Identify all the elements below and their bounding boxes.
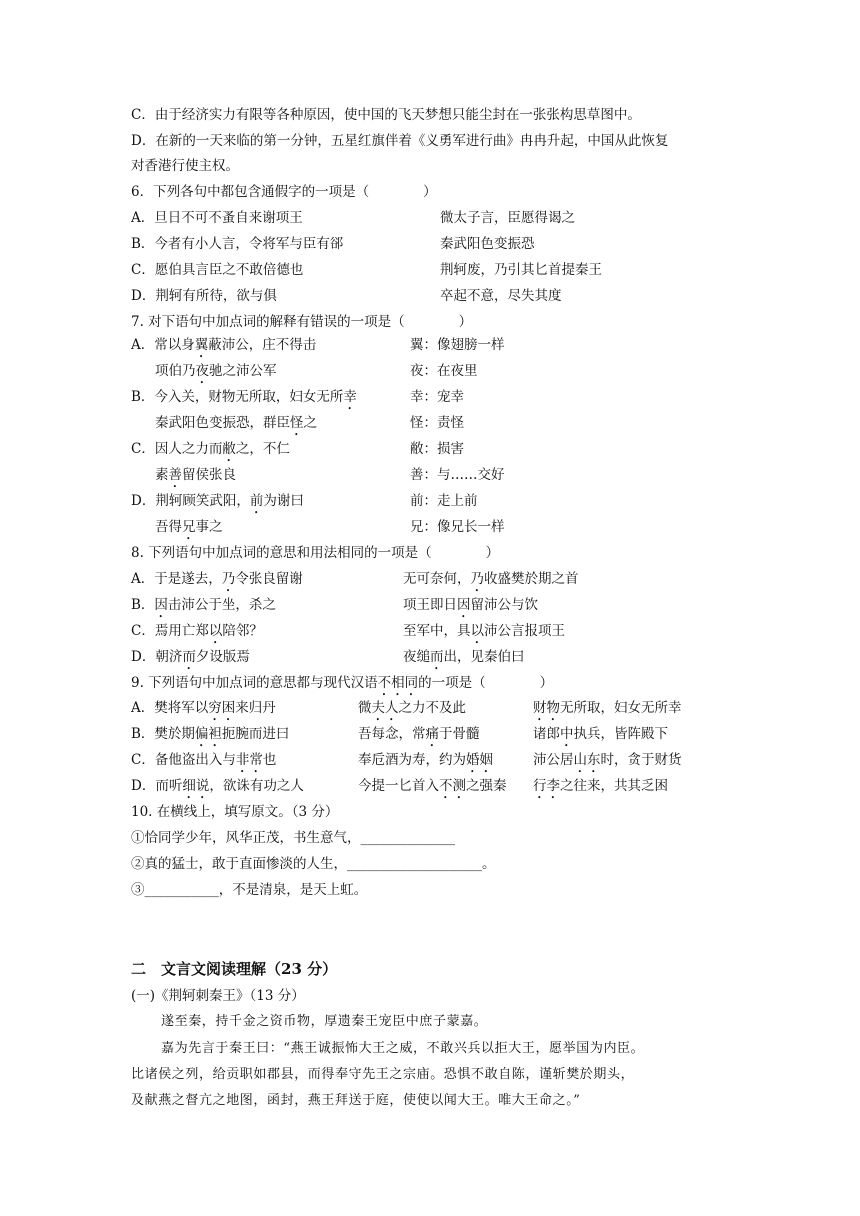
dotted-word: 敝 xyxy=(222,441,236,457)
passage-paragraph-2-line2: 比诸侯之列，给贡职如郡县，而得奉守先王之宗庙。恐惧不敢自陈，谨斩樊於期头， xyxy=(131,1067,635,1082)
passage-paragraph-2-line3: 及献燕之督亢之地图，函封，燕王拜送于庭，使使以闻大王。唯大王命之。” xyxy=(131,1093,581,1108)
q8-d-right xyxy=(403,648,525,673)
q7-c1-gloss: 敝：损害 xyxy=(410,441,464,457)
dotted-word: 行李 xyxy=(533,778,560,794)
text-run: 项王即日 xyxy=(403,597,457,613)
text-run: 无所取，妇女无所幸 xyxy=(560,700,682,716)
text-run: C．因人之力而 xyxy=(131,441,223,457)
q7-a2-sentence xyxy=(155,362,277,387)
q9-b-col1 xyxy=(131,725,289,750)
dotted-word: 偏袒 xyxy=(194,726,222,742)
text-run: 蔽沛公，庄不得击 xyxy=(208,337,317,353)
text-run: 微 xyxy=(358,700,372,716)
q9-b-col3 xyxy=(533,725,668,750)
dotted-word: 怪 xyxy=(290,415,304,431)
dotted-word: 善 xyxy=(168,467,182,483)
dotted-word: 不相同 xyxy=(377,675,419,691)
q6-a-right: 微太子言，臣愿得谒之 xyxy=(440,210,575,226)
option-d-line2: 对香港行使主权。 xyxy=(131,158,239,174)
q7-c2-gloss: 善：与……交好 xyxy=(410,467,505,483)
text-run: 为谢曰 xyxy=(263,493,304,509)
dotted-word: 乃 xyxy=(470,571,484,587)
text-run: 的一项是（ ） xyxy=(418,675,554,691)
text-run: 奉卮酒为寿，约为 xyxy=(358,752,466,768)
option-d-line1: D．在新的一天来临的第一分钟，五星红旗伴着《义勇军进行曲》冉冉升起，中国从此恢复 xyxy=(131,133,669,149)
q9-a-col2 xyxy=(358,699,466,724)
text-run: 驰之沛公军 xyxy=(209,363,277,379)
text-run: B． xyxy=(131,597,155,613)
dotted-word: 前 xyxy=(249,493,264,509)
text-run: ，欲诛有功之人 xyxy=(209,778,304,794)
q7-a1-gloss: 翼：像翅膀一样 xyxy=(410,337,505,353)
q9-b-col2 xyxy=(358,725,480,750)
dotted-word: 乃 xyxy=(221,571,236,587)
q8-b-right xyxy=(403,596,538,621)
q6-d-right: 卒起不意，尽失其度 xyxy=(440,288,562,304)
q9-a-col1 xyxy=(131,699,276,724)
text-run: 项伯乃 xyxy=(155,363,196,379)
text-run: 沛公言报项王 xyxy=(484,623,565,639)
q8-c-left xyxy=(131,622,263,647)
text-run: 事之 xyxy=(195,519,223,535)
q7-d2-gloss: 兄：像兄长一样 xyxy=(410,519,505,535)
q10-line2: ②真的猛士，敢于直面惨淡的人生，____________________。 xyxy=(131,856,496,872)
text-run: 陪邻？ xyxy=(222,623,263,639)
text-run: 吾得 xyxy=(155,519,182,535)
text-run: 9. 下列语句中加点词的意思都与现代汉语 xyxy=(131,675,378,691)
text-run: 击沛公于坐，杀之 xyxy=(167,597,276,613)
dotted-word: 因 xyxy=(457,597,471,613)
q7-b2-sentence xyxy=(155,414,317,439)
dotted-word: 细说 xyxy=(182,778,210,794)
q6-d-left: D．荆轲有所待，欲与俱 xyxy=(131,288,277,304)
option-c: C．由于经济实力有限等各种原因，使中国的飞天梦想只能尘封在一张张构思草图中。 xyxy=(131,107,641,123)
text-run: 夜缒 xyxy=(403,649,430,665)
dotted-word: 而 xyxy=(430,649,444,665)
q9-a-col3 xyxy=(533,699,682,724)
q8-stem: 8. 下列语句中加点词的意思和用法相同的一项是（ ） xyxy=(131,545,500,561)
text-run: 于骨髓 xyxy=(439,726,480,742)
passage-paragraph-1: 遂至秦，持千金之资币物，厚遗秦王宠臣中庶子蒙嘉。 xyxy=(161,1014,488,1029)
dotted-word: 翼 xyxy=(194,337,209,353)
text-run: A．常以身 xyxy=(131,337,195,353)
text-run: 之往来，共其乏困 xyxy=(560,778,668,794)
section-heading: 二 文言文阅读理解（23 分） xyxy=(131,960,338,978)
q9-c-col1 xyxy=(131,751,276,776)
text-run: D．荆轲顾笑武阳， xyxy=(131,493,250,509)
dotted-word: 痛 xyxy=(425,726,439,742)
text-run: D．朝济 xyxy=(131,649,183,665)
q7-a2-gloss: 夜：在夜里 xyxy=(410,363,478,379)
dotted-word: 非常 xyxy=(235,752,263,768)
q7-d2-sentence xyxy=(155,518,223,543)
text-run: D．而听 xyxy=(131,778,183,794)
text-run: C．备他盗出入与 xyxy=(131,752,236,768)
q8-c-right xyxy=(403,622,565,647)
dotted-word: 中 xyxy=(560,726,574,742)
passage-paragraph-2-line1: 嘉为先言于秦王曰：“燕王诚振怖大王之威，不敢兴兵以拒大王，愿举国为内臣。 xyxy=(161,1041,645,1056)
dotted-word: 财物 xyxy=(533,700,560,716)
text-run: A．于是遂去， xyxy=(131,571,222,587)
q9-d-col3 xyxy=(533,777,668,802)
q7-d1-gloss: 前：走上前 xyxy=(410,493,478,509)
text-run: B．今入关，财物无所取，妇女无所 xyxy=(131,389,344,405)
dotted-word: 夫人 xyxy=(371,700,399,716)
dotted-word: 而 xyxy=(182,649,196,665)
dotted-word: 不测 xyxy=(439,778,466,794)
text-run: 令张良留谢 xyxy=(235,571,303,587)
q9-d-col1 xyxy=(131,777,304,802)
q6-b-right: 秦武阳色变振恐 xyxy=(440,236,535,252)
text-run: 之强秦 xyxy=(466,778,507,794)
text-run: 收盛樊於期之首 xyxy=(484,571,579,587)
dotted-word: 幸 xyxy=(343,389,357,405)
q8-a-right xyxy=(403,570,579,595)
text-run: 诸郎 xyxy=(533,726,560,742)
q9-d-col2 xyxy=(358,777,507,802)
dotted-word: 兄 xyxy=(182,519,196,535)
text-run: 留沛公与饮 xyxy=(470,597,538,613)
dotted-word: 山东 xyxy=(573,752,601,768)
text-run: B．樊於期 xyxy=(131,726,195,742)
text-run: 之 xyxy=(303,415,317,431)
q10-stem: 10. 在横线上，填写原文。（3 分） xyxy=(131,804,339,820)
q8-a-left xyxy=(131,570,303,595)
q7-a1-sentence xyxy=(131,336,316,361)
text-run: 至军中，具 xyxy=(403,623,471,639)
dotted-word: 因 xyxy=(154,597,168,613)
q8-d-left xyxy=(131,648,250,673)
q7-b1-sentence xyxy=(131,388,357,413)
text-run: 之力不及此 xyxy=(398,700,466,716)
text-run: 也 xyxy=(262,752,277,768)
q9-stem xyxy=(131,674,553,699)
q6-c-left: C．愿伯具言臣之不敢倍德也 xyxy=(131,262,304,278)
text-run: 秦武阳色变振恐，群臣 xyxy=(155,415,290,431)
text-run: C．焉用亡郑 xyxy=(131,623,209,639)
q7-c2-sentence xyxy=(155,466,236,491)
text-run: 留侯张良 xyxy=(182,467,236,483)
dotted-word: 穷困 xyxy=(208,700,236,716)
dotted-word: 婚姻 xyxy=(466,752,493,768)
q10-line1: ①恰同学少年，风华正茂，书生意气，______________ xyxy=(131,830,455,846)
q7-b2-gloss: 怪：责怪 xyxy=(410,415,464,431)
dotted-word: 以 xyxy=(470,623,484,639)
q7-d1-sentence xyxy=(131,492,304,517)
text-run: 扼腕而进曰 xyxy=(221,726,290,742)
text-run: 来归丹 xyxy=(235,700,276,716)
text-run: 时，贪于财货 xyxy=(600,752,682,768)
q7-b1-gloss: 幸：宠幸 xyxy=(410,389,464,405)
text-run: 夕设版焉 xyxy=(195,649,250,665)
q9-c-col3 xyxy=(533,751,682,776)
text-run: A．樊将军以 xyxy=(131,700,209,716)
q6-a-left: A．旦日不可不蚤自来谢项王 xyxy=(131,210,303,226)
q7-c1-sentence xyxy=(131,440,290,465)
passage-subheading: (一)《荆轲刺秦王》（13 分） xyxy=(131,988,305,1004)
text-run: 沛公居 xyxy=(533,752,574,768)
text-run: 出，见秦伯曰 xyxy=(443,649,525,665)
q6-b-left: B．今者有小人言，令将军与臣有郤 xyxy=(131,236,344,252)
text-run: 之，不仁 xyxy=(235,441,290,457)
q10-line3: ③___________，不是清泉，是天上虹。 xyxy=(131,882,368,898)
q9-c-col2 xyxy=(358,751,493,776)
dotted-word: 夜 xyxy=(195,363,209,379)
q8-b-left xyxy=(131,596,276,621)
q6-c-right: 荆轲废，乃引其匕首提秦王 xyxy=(440,262,602,278)
text-run: 执兵，皆阵殿下 xyxy=(573,726,668,742)
text-run: 吾每念，常 xyxy=(358,726,426,742)
q6-stem: 6．下列各句中都包含通假字的一项是（ ） xyxy=(131,184,437,200)
text-run: 今提一匕首入 xyxy=(358,778,439,794)
text-run: 素 xyxy=(155,467,169,483)
dotted-word: 以 xyxy=(208,623,223,639)
q7-stem: 7. 对下语句中加点词的解释有错误的一项是（ ） xyxy=(131,314,473,330)
text-run: 无可奈何， xyxy=(403,571,471,587)
